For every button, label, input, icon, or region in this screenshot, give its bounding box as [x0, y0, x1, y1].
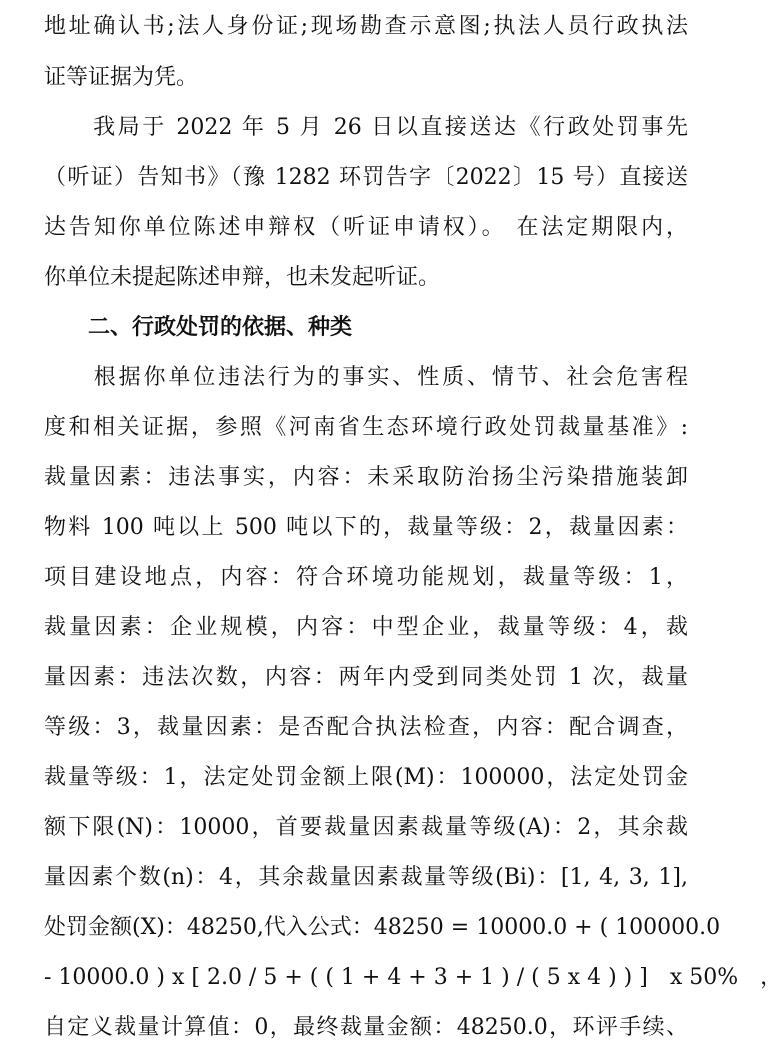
- text-line: 达告知你单位陈述申辩权（听证申请权）。 在法定期限内，: [44, 215, 688, 240]
- text-line: - 10000.0 ) x [ 2.0 / 5 + ( ( 1 + 4 + 3 + 1 ) / ( 5 x 4 ) ) ] x 50% ，: [44, 965, 782, 990]
- text-line: 物料 100 吨以上 500 吨以下的，裁量等级：2，裁量因素：: [44, 515, 688, 540]
- text-line: 裁量等级：1，法定处罚金额上限(M)：100000，法定处罚金: [44, 765, 688, 790]
- text-line: 自定义裁量计算值：0，最终裁量金额：48250.0，环评手续、: [44, 1015, 688, 1040]
- text-line: 项目建设地点，内容：符合环境功能规划，裁量等级：1，: [44, 565, 688, 590]
- text-line: 度和相关证据，参照《河南省生态环境行政处罚裁量基准》:: [44, 415, 688, 440]
- text-line: 量因素：违法次数，内容：两年内受到同类处罚 1 次，裁量: [44, 665, 688, 690]
- text-line: 地址确认书;法人身份证;现场勘查示意图;执法人员行政执法: [44, 14, 688, 39]
- text-line: 裁量因素：企业规模，内容：中型企业，裁量等级：4，裁: [44, 615, 688, 640]
- text-line: 裁量因素：违法事实，内容：未采取防治扬尘污染措施装卸: [44, 465, 688, 490]
- text-line: 根据你单位违法行为的事实、性质、情节、社会危害程: [44, 365, 688, 390]
- text-line: 额下限(N)：10000，首要裁量因素裁量等级(A)：2，其余裁: [44, 815, 688, 840]
- section-heading: 二、行政处罚的依据、种类: [44, 315, 353, 340]
- text-line: 你单位未提起陈述申辩，也未发起听证。: [44, 265, 441, 290]
- text-line: 量因素个数(n)：4，其余裁量因素裁量等级(Bi)：[1, 4, 3, 1],: [44, 865, 688, 890]
- text-line: 等级：3，裁量因素：是否配合执法检查，内容：配合调查，: [44, 715, 688, 740]
- text-line: 我局于 2022 年 5 月 26 日以直接送达《行政处罚事先: [44, 115, 688, 140]
- text-line: 处罚金额(X)：48250,代入公式：48250 = 10000.0 + ( 100000.0: [44, 915, 721, 940]
- text-line: 证等证据为凭。: [44, 65, 199, 90]
- text-line: （听证）告知书》（豫 1282 环罚告字〔2022〕15 号）直接送: [44, 165, 688, 190]
